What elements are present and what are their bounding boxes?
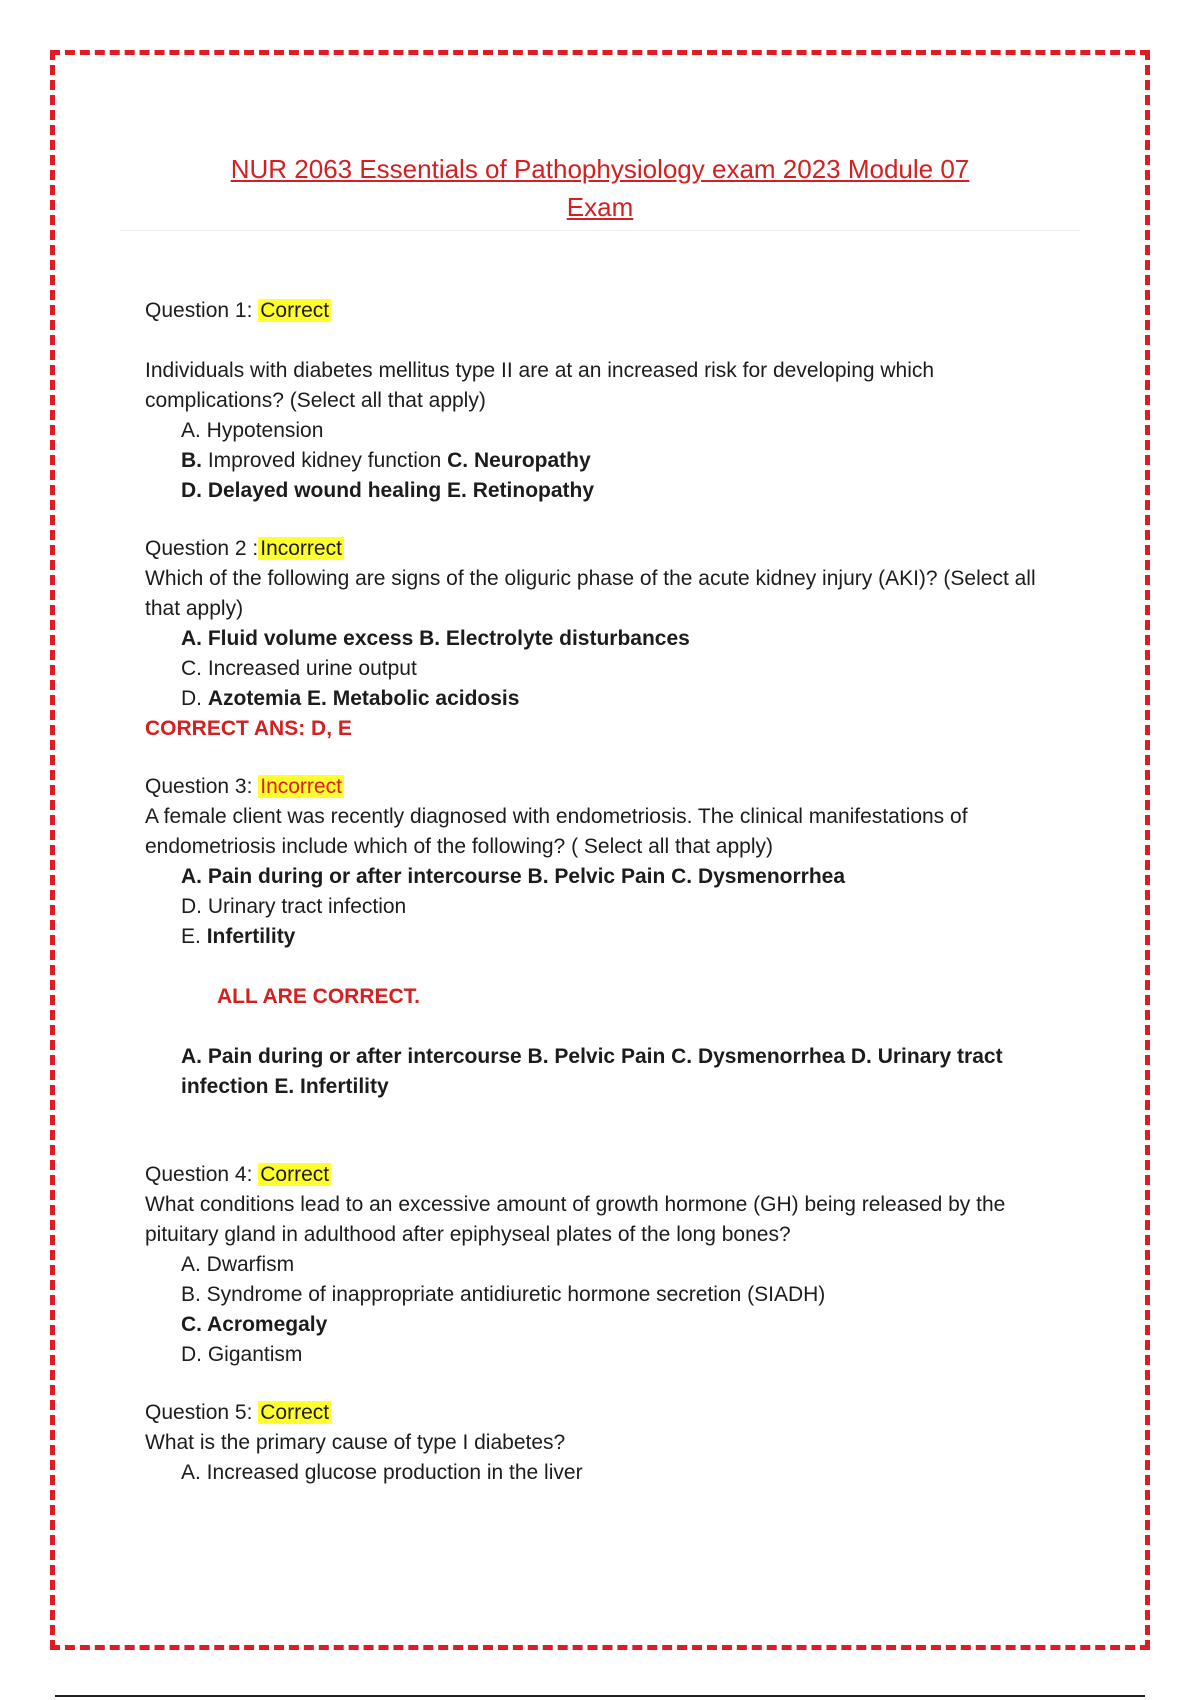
question-4-header <box>145 1160 1045 1190</box>
question-3 <box>145 772 1045 1102</box>
question-1-text: Individuals with diabetes mellitus type II are at an increased risk for developing which complications? (Select all that apply) <box>145 359 935 412</box>
question-3-option-e <box>181 922 1045 952</box>
question-5 <box>145 1398 1045 1488</box>
question-4-status: Correct <box>260 1163 330 1186</box>
question-3-option-d: D. Urinary tract infection <box>181 895 407 918</box>
question-2-option-d-letter: D. <box>181 687 208 710</box>
question-1-option-de: D. Delayed wound healing E. Retinopathy <box>181 479 595 502</box>
question-1-label: Question 1: <box>145 299 259 322</box>
question-2-text: Which of the following are signs of the oliguric phase of the acute kidney injury (AKI)? (Select all that apply) <box>145 567 1036 620</box>
question-2 <box>145 534 1045 744</box>
question-list <box>145 296 1045 1488</box>
question-3-header <box>145 772 1045 802</box>
document-title <box>140 150 1060 226</box>
question-2-option-de <box>181 684 1045 714</box>
question-3-text: A female client was recently diagnosed with endometriosis. The clinical manifestations of endometriosis include which of the following? ( Select all that apply) <box>145 805 968 858</box>
page-bottom-rule <box>55 1695 1145 1697</box>
question-1-option-a: A. Hypotension <box>181 419 324 442</box>
question-4-option-b: B. Syndrome of inappropriate antidiuretic hormone secretion (SIADH) <box>181 1283 826 1306</box>
question-1-status: Correct <box>260 299 330 322</box>
question-4-option-c: C. Acromegaly <box>181 1313 328 1336</box>
question-5-option-a: A. Increased glucose production in the liver <box>181 1461 583 1484</box>
question-5-status: Correct <box>260 1401 330 1424</box>
question-3-option-e-text: Infertility <box>206 925 296 948</box>
question-4-text: What conditions lead to an excessive amount of growth hormone (GH) being released by the pituitary gland in adulthood after epiphyseal plates of the long bones? <box>145 1193 1006 1246</box>
title-divider <box>120 230 1080 231</box>
title-line-1: NUR 2063 Essentials of Pathophysiology exam 2023 Module 07 <box>230 154 970 184</box>
question-2-option-ab: A. Fluid volume excess B. Electrolyte disturbances <box>181 627 690 650</box>
question-5-text: What is the primary cause of type I diabetes? <box>145 1431 566 1454</box>
question-1-option-bc <box>181 446 1045 476</box>
question-1-option-b-letter: B. <box>181 449 202 472</box>
question-1-option-c: C. Neuropathy <box>447 449 591 472</box>
question-2-label: Question 2 : <box>145 537 259 560</box>
question-4-option-d: D. Gigantism <box>181 1343 303 1366</box>
question-1-header <box>145 296 1045 326</box>
question-4-label: Question 4: <box>145 1163 259 1186</box>
question-4 <box>145 1160 1045 1370</box>
question-5-label: Question 5: <box>145 1401 259 1424</box>
question-3-option-e-letter: E. <box>181 925 207 948</box>
question-2-correct-answer: CORRECT ANS: D, E <box>145 717 352 740</box>
question-3-option-abc: A. Pain during or after intercourse B. Pelvic Pain C. Dysmenorrhea <box>181 865 846 888</box>
question-1 <box>145 296 1045 506</box>
question-2-option-de-text: Azotemia E. Metabolic acidosis <box>207 687 520 710</box>
question-2-option-c: C. Increased urine output <box>181 657 417 680</box>
title-line-2: Exam <box>566 192 634 222</box>
question-3-status: Incorrect <box>260 775 342 798</box>
question-5-header <box>145 1398 1045 1428</box>
question-4-option-a: A. Dwarfism <box>181 1253 295 1276</box>
question-3-all-correct: ALL ARE CORRECT. <box>217 985 421 1008</box>
question-2-status: Incorrect <box>260 537 342 560</box>
question-3-answer-line: A. Pain during or after intercourse B. Pelvic Pain C. Dysmenorrhea D. Urinary tract infection E. Infertility <box>181 1045 1003 1098</box>
question-2-header <box>145 534 1045 564</box>
question-3-label: Question 3: <box>145 775 259 798</box>
question-1-option-b-text: Improved kidney function <box>202 449 448 472</box>
